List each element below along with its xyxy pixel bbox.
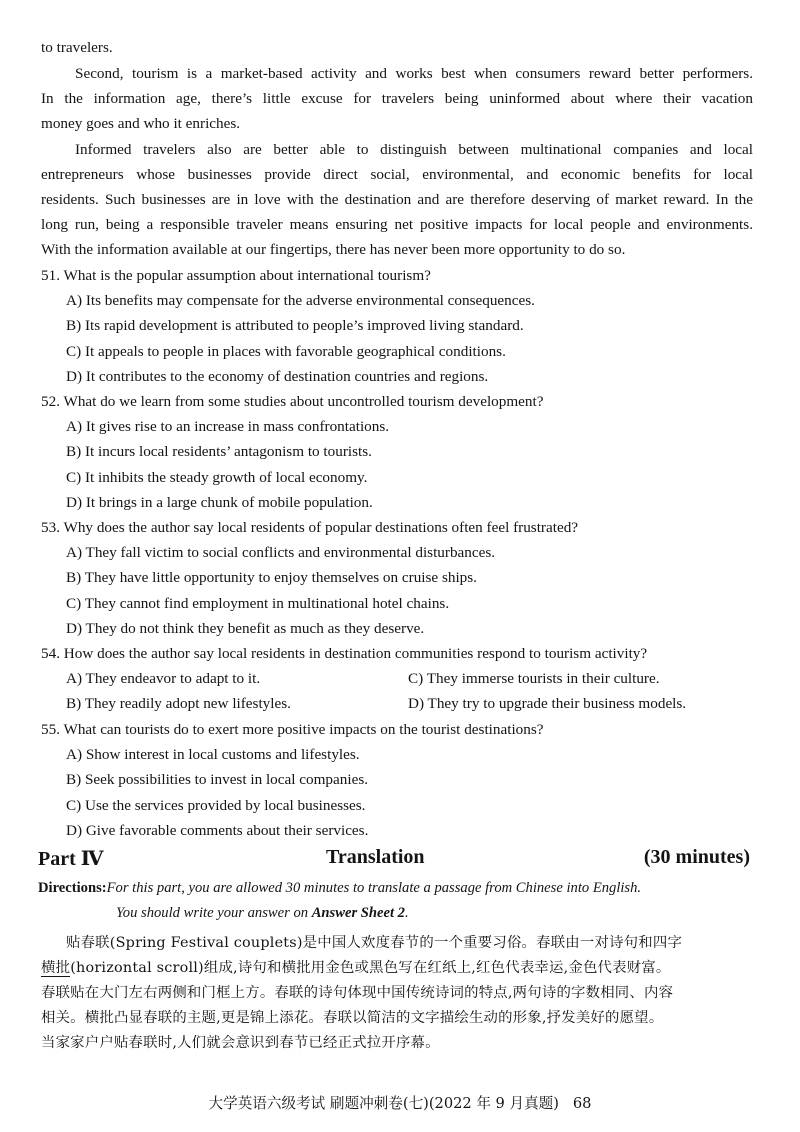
question-stem-52: 52. What do we learn from some studies about uncontrolled tourism development?: [41, 393, 544, 410]
option-55a: A) Show interest in local customs and lifestyles.: [66, 746, 360, 763]
option-52c: C) It inhibits the steady growth of local economy.: [66, 469, 368, 486]
passage-line: In the information age, there’s little excuse for travelers being uninformed about where their vacation: [41, 90, 753, 107]
option-51b: B) Its rapid development is attributed to people’s improved living standard.: [66, 317, 524, 334]
directions-period: .: [404, 905, 409, 921]
chinese-line-5: 当家家户户贴春联时,人们就会意识到春节已经正式拉开序幕。: [41, 1035, 440, 1051]
option-52a: A) It gives rise to an increase in mass confrontations.: [66, 418, 390, 435]
question-stem-53: 53. Why does the author say local residents of popular destinations often feel frustrated?: [41, 519, 579, 536]
answer-sheet-label: Answer Sheet 2: [311, 905, 405, 921]
option-54a: A) They endeavor to adapt to it.: [66, 670, 261, 687]
passage-line: Informed travelers also are better able to distinguish between multinational companies and local: [75, 141, 753, 158]
option-54b: B) They readily adopt new lifestyles.: [66, 695, 291, 712]
page-number: 68: [572, 1095, 592, 1112]
option-53d: D) They do not think they benefit as much as they deserve.: [66, 620, 425, 637]
option-51c: C) It appeals to people in places with favorable geographical conditions.: [66, 343, 506, 360]
option-55b: B) Seek possibilities to invest in local companies.: [66, 771, 369, 788]
option-52d: D) It brings in a large chunk of mobile population.: [66, 494, 373, 511]
passage-line: With the information available at our fingertips, there has never been more opportunity to do so.: [41, 241, 626, 258]
option-54c: C) They immerse tourists in their culture.: [408, 670, 660, 687]
part-header: [38, 846, 750, 874]
question-stem-51: 51. What is the popular assumption about international tourism?: [41, 267, 431, 284]
option-55c: C) Use the services provided by local businesses.: [66, 797, 366, 814]
footer-title: 大学英语六级考试 刷题冲刺卷(七)(2022 年 9 月真题): [208, 1095, 559, 1112]
directions-text: You should write your answer on: [116, 905, 312, 921]
option-52b: B) It incurs local residents’ antagonism to tourists.: [66, 443, 372, 460]
option-51a: A) Its benefits may compensate for the adverse environmental consequences.: [66, 292, 535, 309]
option-55d: D) Give favorable comments about their services.: [66, 822, 369, 839]
option-51d: D) It contributes to the economy of destination countries and regions.: [66, 368, 489, 385]
term-hengpi: 横批: [41, 960, 71, 976]
passage-line: to travelers.: [41, 39, 113, 56]
passage-line: entrepreneurs whose businesses provide direct social, environmental, and economic benefits for local: [41, 166, 753, 183]
directions-line-1: [38, 877, 641, 899]
option-53b: B) They have little opportunity to enjoy themselves on cruise ships.: [66, 569, 477, 586]
directions-line-2: [116, 902, 409, 924]
passage-line: Second, tourism is a market-based activity and works best when consumers reward better performers.: [75, 65, 753, 82]
chinese-line-2: [41, 957, 753, 979]
option-54d: D) They try to upgrade their business models.: [408, 695, 687, 712]
directions-label: Directions:: [38, 880, 107, 896]
page-footer: [0, 1092, 800, 1113]
passage-line: long run, being a responsible traveler means ensuring net positive impacts for local people and environments.: [41, 216, 753, 233]
chinese-line-1: [66, 932, 752, 954]
chinese-line-3: 春联贴在大门左右两侧和门框上方。春联的诗句体现中国传统诗词的特点,两句诗的字数相同、内容: [41, 985, 674, 1001]
chinese-line-4: 相关。横批凸显春联的主题,更是锦上添花。春联以简洁的文字描绘生动的形象,抒发美好的愿望。: [41, 1010, 664, 1026]
question-stem-54: 54. How does the author say local residents in destination communities respond to tourism activity?: [41, 645, 648, 662]
passage-line: money goes and who it enriches.: [41, 115, 241, 132]
chinese-text: (Spring Festival couplets)是中国人欢度春节的一个重要习俗。春联由一对诗句和四字: [109, 935, 683, 951]
part-time: (30 minutes): [643, 846, 750, 868]
passage-line: residents. Such businesses are in love with the destination and are therefore deserving of market reward. In the: [41, 191, 753, 208]
part-label: Part Ⅳ: [38, 848, 104, 870]
option-53a: A) They fall victim to social conflicts and environmental disturbances.: [66, 544, 496, 561]
directions-text: For this part, you are allowed 30 minutes to translate a passage from Chinese into English.: [106, 880, 642, 896]
term-tiechunlian: 贴春联: [66, 935, 110, 951]
option-53c: C) They cannot find employment in multinational hotel chains.: [66, 595, 450, 612]
part-title: Translation: [326, 846, 425, 868]
chinese-text: (horizontal scroll)组成,诗句和横批用金色或黑色写在红纸上,红色代表幸运,金色代表财富。: [70, 960, 671, 976]
question-stem-55: 55. What can tourists do to exert more positive impacts on the tourist destinations?: [41, 721, 544, 738]
